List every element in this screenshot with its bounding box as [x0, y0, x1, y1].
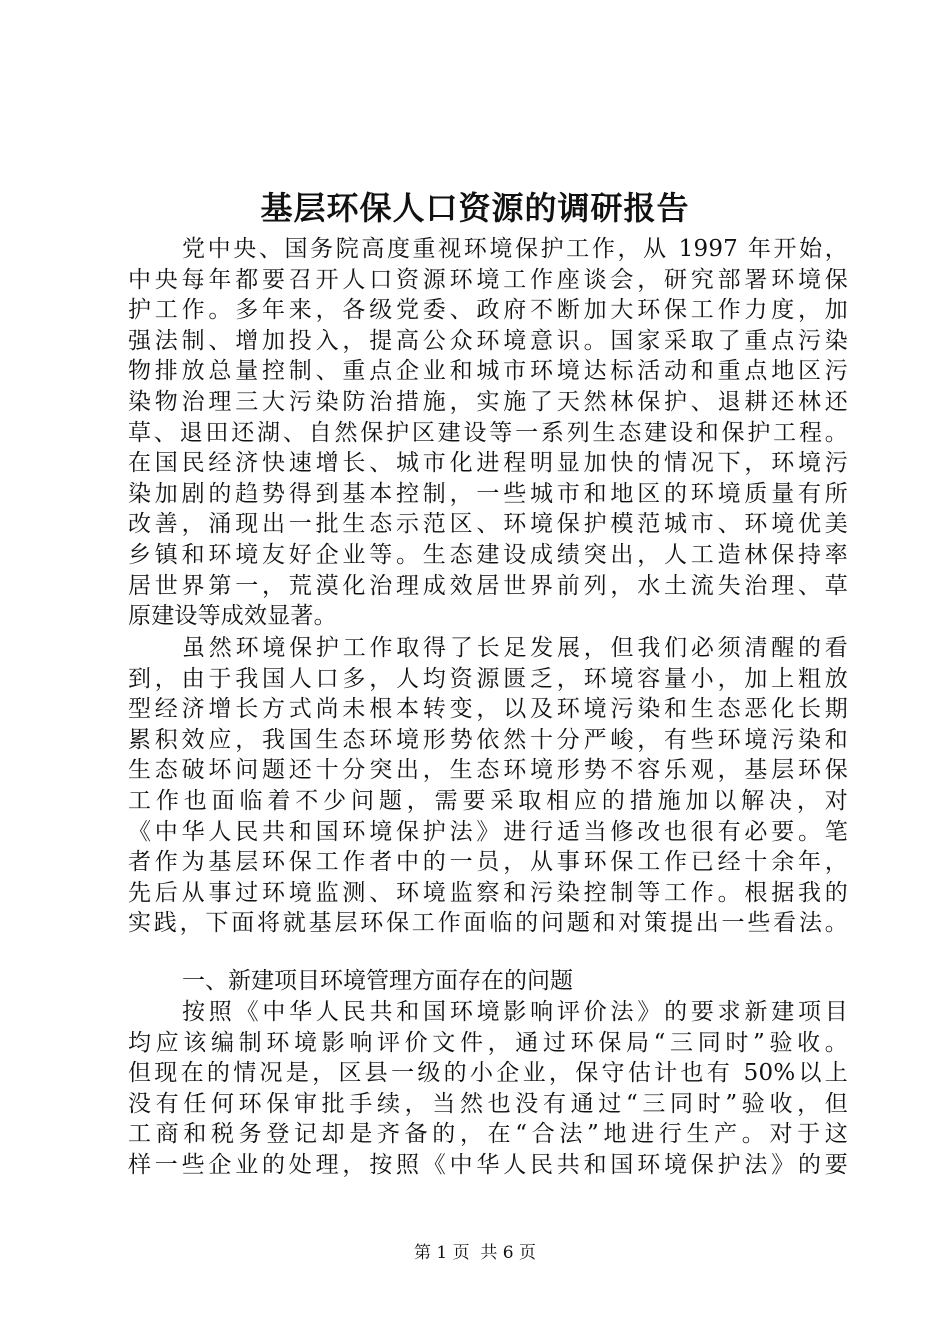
paragraph-line: 草、退田还湖、自然保护区建设等一系列生态建设和保护工程。	[128, 419, 848, 446]
paragraph-line: 《中华人民共和国环境保护法》进行适当修改也很有必要。笔	[128, 818, 848, 845]
paragraph-line: 护工作。多年来，各级党委、政府不断加大环保工作力度，加	[128, 297, 848, 324]
paragraph-line: 染加剧的趋势得到基本控制，一些城市和地区的环境质量有所	[128, 480, 848, 507]
paragraph-line: 虽然环境保护工作取得了长足发展，但我们必须清醒的看	[182, 635, 848, 661]
paragraph-line: 原建设等成效显著。	[128, 603, 337, 630]
section-heading: 一、新建项目环境管理方面存在的问题	[182, 968, 573, 994]
paragraph-line: 染物治理三大污染防治措施，实施了天然林保护、退耕还林还	[128, 388, 848, 415]
paragraph-line: 样一些企业的处理，按照《中华人民共和国环境保护法》的要	[128, 1151, 848, 1178]
paragraph-line: 乡镇和环境友好企业等。生态建设成绩突出，人工造林保持率	[128, 541, 848, 568]
paragraph-line: 强法制、增加投入，提高公众环境意识。国家采取了重点污染	[128, 327, 848, 354]
page-footer: 第 1 页 共 6 页	[413, 1243, 537, 1263]
paragraph-line: 按照《中华人民共和国环境影响评价法》的要求新建项目	[182, 999, 848, 1025]
paragraph-line: 中央每年都要召开人口资源环境工作座谈会，研究部署环境保	[128, 266, 848, 293]
paragraph-line: 型经济增长方式尚未根本转变，以及环境污染和生态恶化长期	[128, 696, 848, 723]
paragraph-line: 工作也面临着不少问题，需要采取相应的措施加以解决，对	[128, 787, 848, 814]
paragraph-line: 改善，涌现出一批生态示范区、环境保护模范城市、环境优美	[128, 511, 848, 538]
paragraph-line: 党中央、国务院高度重视环境保护工作，从 1997 年开始，	[182, 236, 848, 262]
paragraph-1	[128, 234, 848, 632]
paragraph-line: 物排放总量控制、重点企业和城市环境达标活动和重点地区污	[128, 358, 848, 385]
paragraph-line: 但现在的情况是，区县一级的小企业，保守估计也有 50%以上	[128, 1060, 848, 1087]
paragraph-line: 到，由于我国人口多，人均资源匮乏，环境容量小，加上粗放	[128, 665, 848, 692]
paragraph-line: 者作为基层环保工作者中的一员，从事环保工作已经十余年，	[128, 849, 848, 876]
paragraph-3	[128, 997, 848, 1181]
paragraph-2	[128, 633, 848, 939]
paragraph-line: 均应该编制环境影响评价文件，通过环保局“三同时”验收。	[128, 1029, 848, 1056]
paragraph-line: 先后从事过环境监测、环境监察和污染控制等工作。根据我的	[128, 879, 848, 906]
paragraph-line: 生态破坏问题还十分突出，生态环境形势不容乐观，基层环保	[128, 757, 848, 784]
paragraph-line: 没有任何环保审批手续，当然也没有通过“三同时”验收，但	[128, 1090, 848, 1117]
paragraph-line: 在国民经济快速增长、城市化进程明显加快的情况下，环境污	[128, 450, 848, 477]
document-title: 基层环保人口资源的调研报告	[260, 189, 690, 227]
paragraph-line: 实践，下面将就基层环保工作面临的问题和对策提出一些看法。	[128, 910, 848, 937]
paragraph-line: 累积效应，我国生态环境形势依然十分严峻，有些环境污染和	[128, 726, 848, 753]
paragraph-line: 居世界第一，荒漠化治理成效居世界前列，水土流失治理、草	[128, 572, 848, 599]
paragraph-line: 工商和税务登记却是齐备的，在“合法”地进行生产。对于这	[128, 1121, 848, 1148]
